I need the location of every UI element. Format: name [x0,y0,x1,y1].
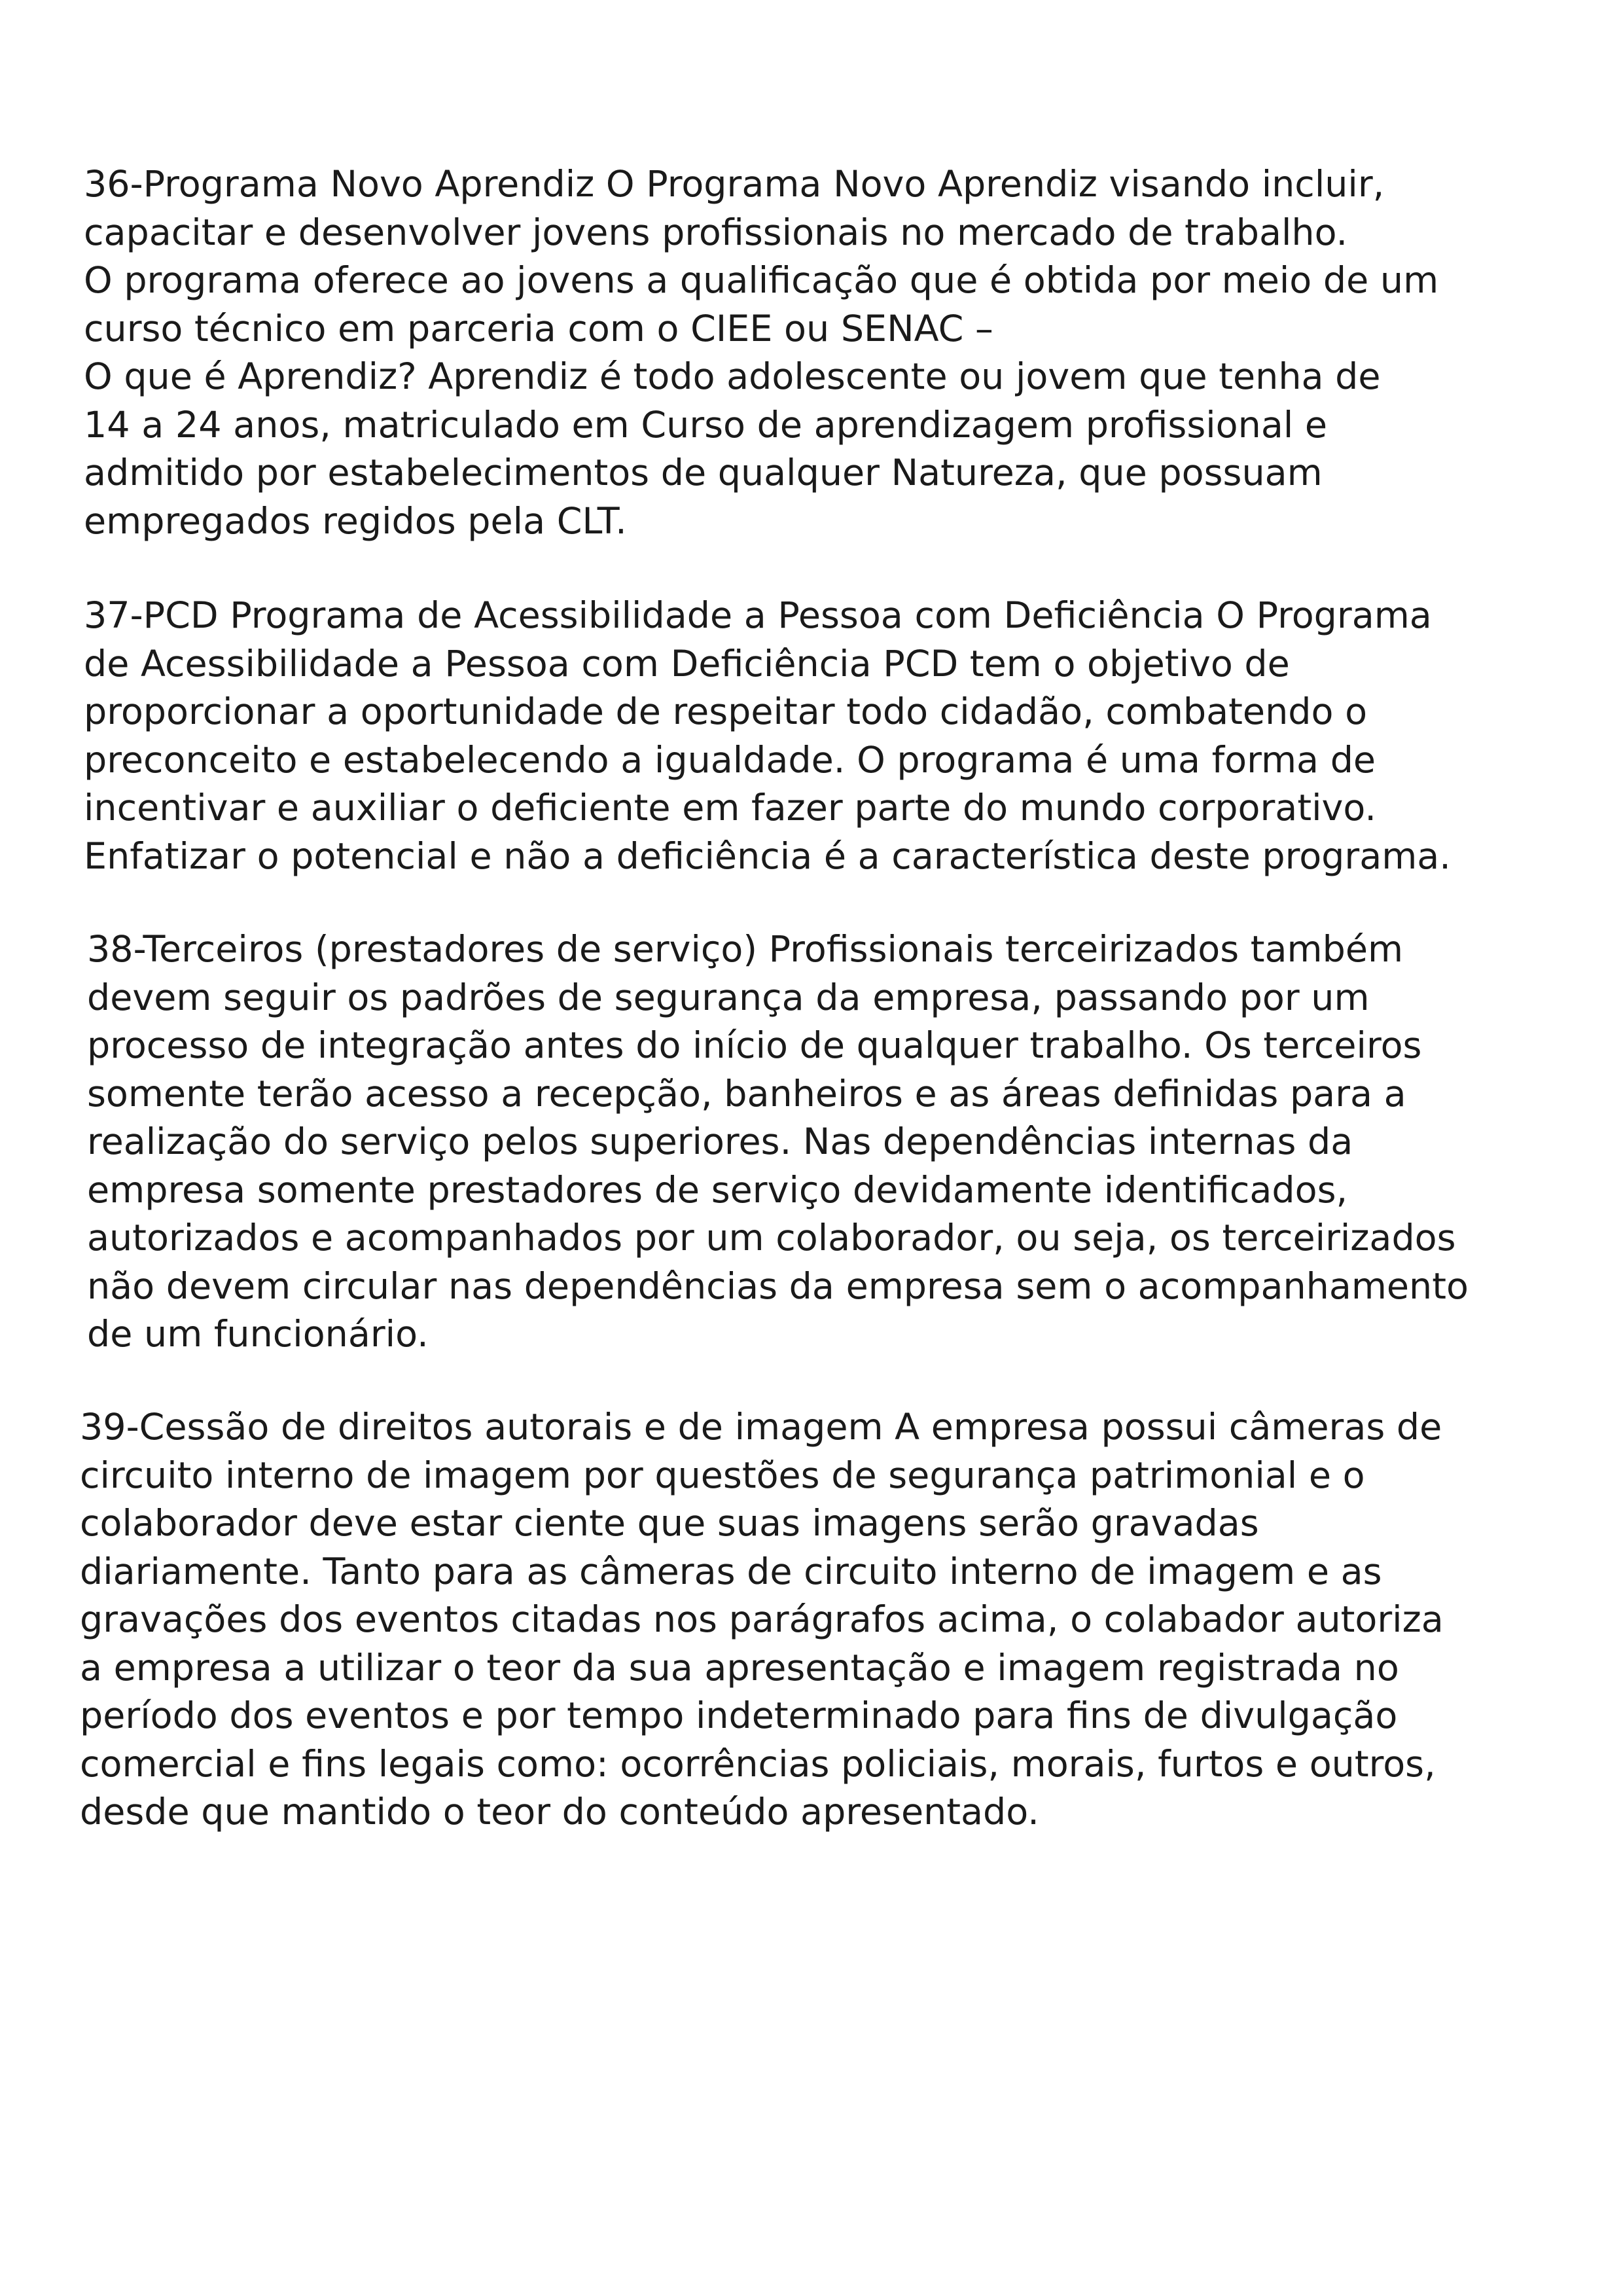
text-line: autorizados e acompanhados por um colaborador, ou seja, os terceirizados [87,1217,1456,1259]
text-line: a empresa a utilizar o teor da sua apresentação e imagem registrada no [80,1646,1399,1689]
text-line: Enfatizar o potencial e não a deficiência é a característica deste programa. [84,834,1451,878]
text-line: colaborador deve estar ciente que suas imagens serão gravadas [80,1502,1259,1545]
text-line: O programa oferece ao jovens a qualificação que é obtida por meio de um [84,259,1439,302]
text-line: empresa somente prestadores de serviço devidamente identificados, [87,1168,1348,1211]
text-line: preconceito e estabelecendo a igualdade. O programa é uma forma de [84,738,1376,781]
text-line: somente terão acesso a recepção, banheiros e as áreas definidas para a [87,1072,1406,1115]
text-line: desde que mantido o teor do conteúdo apresentado. [80,1791,1039,1833]
paragraph-38-terceiros [87,925,1469,1359]
text-line: 39-Cessão de direitos autorais e de imagem A empresa possui câmeras de [80,1406,1442,1448]
text-line: empregados regidos pela CLT. [84,499,627,543]
paragraph-37-pcd [84,592,1451,880]
text-line: proporcionar a oportunidade de respeitar todo cidadão, combatendo o [84,691,1368,733]
text-line: processo de integração antes do início de qualquer trabalho. Os terceiros [87,1024,1422,1067]
text-line: realização do serviço pelos superiores. Nas dependências internas da [87,1121,1353,1163]
text-line: O que é Aprendiz? Aprendiz é todo adolescente ou jovem que tenha de [84,355,1381,398]
text-line: admitido por estabelecimentos de qualquer Natureza, que possuam [84,452,1323,494]
text-line: diariamente. Tanto para as câmeras de circuito interno de imagem e as [80,1550,1382,1593]
paragraph-36-novo-aprendiz [84,160,1438,545]
text-line: circuito interno de imagem por questões de segurança patrimonial e o [80,1454,1365,1497]
text-line: 14 a 24 anos, matriculado em Curso de aprendizagem profissional e [84,403,1328,446]
text-line: devem seguir os padrões de segurança da empresa, passando por um [87,976,1370,1019]
text-line: período dos eventos e por tempo indeterminado para fins de divulgação [80,1695,1398,1737]
text-line: de Acessibilidade a Pessoa com Deficiência PCD tem o objetivo de [84,642,1290,685]
text-line: capacitar e desenvolver jovens profissionais no mercado de trabalho. [84,211,1348,254]
text-line: curso técnico em parceria com o CIEE ou SENAC – [84,307,993,350]
text-line: comercial e fins legais como: ocorrências policiais, morais, furtos e outros, [80,1742,1436,1785]
text-line: 37-PCD Programa de Acessibilidade a Pessoa com Deficiência O Programa [84,594,1432,637]
text-line: não devem circular nas dependências da empresa sem o acompanhamento [87,1265,1469,1308]
text-line: 36-Programa Novo Aprendiz O Programa Novo Aprendiz visando incluir, [84,163,1385,206]
text-line: incentivar e auxiliar o deficiente em fazer parte do mundo corporativo. [84,787,1376,829]
text-line: gravações dos eventos citadas nos parágrafos acima, o colabador autoriza [80,1598,1444,1641]
text-line: de um funcionário. [87,1313,429,1355]
text-line: 38-Terceiros (prestadores de serviço) Profissionais terceirizados também [87,928,1404,971]
paragraph-39-cessao-direitos [80,1403,1444,1837]
